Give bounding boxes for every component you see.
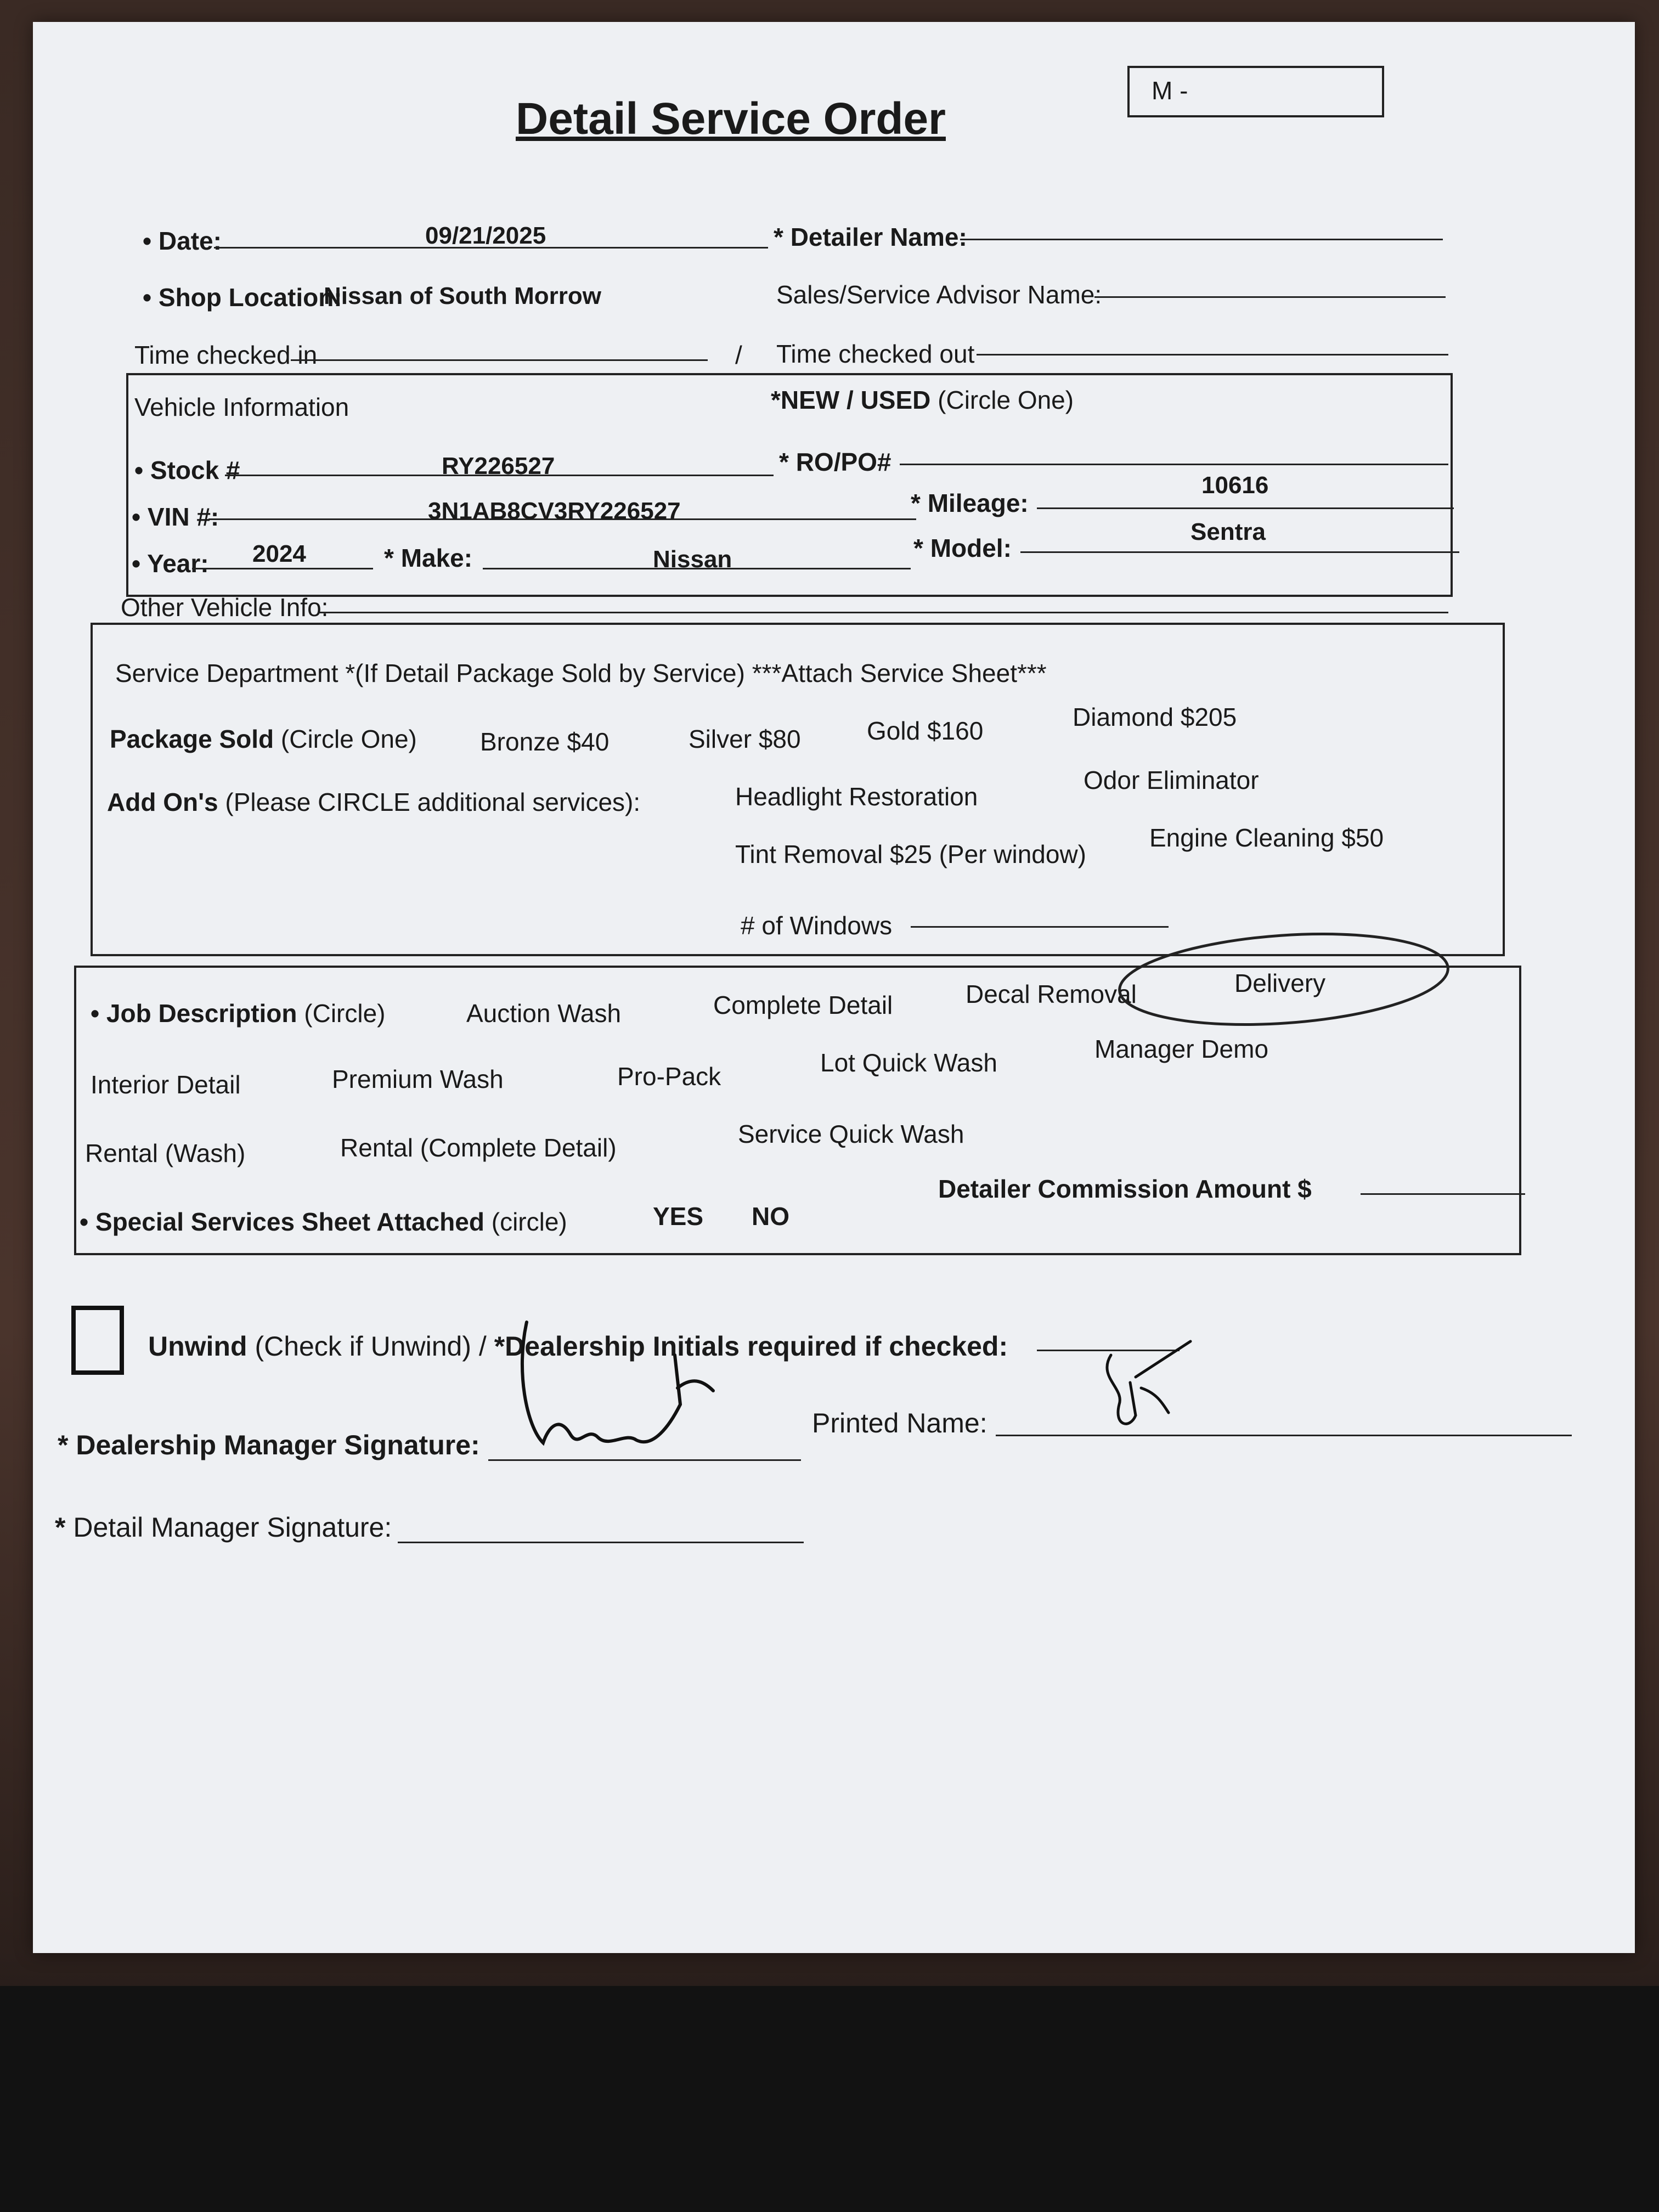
vin-label: • VIN #: bbox=[132, 503, 219, 531]
windows-label: # of Windows bbox=[741, 911, 893, 940]
date-label: • Date: bbox=[143, 227, 222, 255]
model-label: * Model: bbox=[913, 534, 1012, 562]
add-on-option[interactable]: Odor Eliminator bbox=[1084, 766, 1259, 794]
package-option[interactable]: Gold $160 bbox=[867, 716, 984, 745]
job-option[interactable]: Lot Quick Wash bbox=[820, 1048, 997, 1077]
stock-value: RY226527 bbox=[442, 453, 555, 479]
new-used-label: *NEW / USED (Circle One) bbox=[771, 386, 1074, 414]
add-on-option[interactable]: Engine Cleaning $50 bbox=[1149, 823, 1384, 852]
job-option[interactable]: Pro-Pack bbox=[617, 1062, 721, 1091]
other-info-label: Other Vehicle Info: bbox=[121, 593, 329, 622]
mileage-value: 10616 bbox=[1201, 472, 1269, 499]
year-value: 2024 bbox=[252, 540, 306, 567]
special-yes-option[interactable]: YES bbox=[653, 1202, 704, 1231]
job-option[interactable]: Rental (Wash) bbox=[85, 1139, 246, 1167]
job-option[interactable]: Auction Wash bbox=[466, 999, 622, 1028]
package-option[interactable]: Diamond $205 bbox=[1073, 703, 1237, 731]
unwind-label: Unwind (Check if Unwind) / *Dealership Initials required if checked: bbox=[148, 1331, 1008, 1362]
job-option[interactable]: Decal Removal bbox=[966, 980, 1137, 1008]
vin-value: 3N1AB8CV3RY226527 bbox=[428, 498, 681, 524]
year-label: • Year: bbox=[132, 549, 209, 578]
add-ons-label: Add On's (Please CIRCLE additional services): bbox=[107, 788, 641, 816]
floor-background bbox=[0, 1986, 1659, 2212]
shop-location-label: • Shop Location: bbox=[143, 283, 342, 312]
printed-name-label: Printed Name: bbox=[812, 1408, 988, 1438]
manager-signature-scribble bbox=[522, 1322, 713, 1443]
job-option[interactable]: Premium Wash bbox=[332, 1065, 504, 1093]
job-description-label: • Job Description (Circle) bbox=[91, 999, 386, 1028]
package-option[interactable]: Silver $80 bbox=[689, 725, 801, 753]
job-option[interactable]: Service Quick Wash bbox=[738, 1120, 964, 1148]
advisor-name-label: Sales/Service Advisor Name: bbox=[776, 280, 1102, 309]
service-dept-label: Service Department *(If Detail Package Sold by Service) ***Attach Service Sheet*** bbox=[115, 659, 1047, 687]
job-option[interactable]: Rental (Complete Detail) bbox=[340, 1133, 617, 1162]
date-value: 09/21/2025 bbox=[425, 222, 546, 249]
commission-label: Detailer Commission Amount $ bbox=[938, 1175, 1312, 1203]
service-order-form bbox=[33, 22, 1635, 1953]
add-on-option[interactable]: Tint Removal $25 (Per window) bbox=[735, 840, 1086, 868]
time-slash: / bbox=[735, 341, 742, 369]
job-option-delivery[interactable]: Delivery bbox=[1234, 969, 1326, 997]
handwriting-overlay bbox=[33, 22, 1635, 1953]
form-title: Detail Service Order bbox=[516, 94, 946, 144]
mileage-label: * Mileage: bbox=[911, 489, 1029, 517]
shop-location-value: Nissan of South Morrow bbox=[324, 283, 601, 309]
ropo-label: * RO/PO# bbox=[779, 448, 891, 476]
delivery-circle-mark bbox=[1116, 924, 1451, 1034]
add-on-option[interactable]: Headlight Restoration bbox=[735, 782, 978, 811]
model-value: Sentra bbox=[1190, 518, 1266, 545]
stock-label: • Stock # bbox=[134, 456, 240, 484]
detailer-name-label: * Detailer Name: bbox=[774, 223, 967, 251]
time-in-label: Time checked in bbox=[134, 341, 318, 369]
job-option[interactable]: Manager Demo bbox=[1094, 1035, 1269, 1063]
package-option[interactable]: Bronze $40 bbox=[480, 727, 610, 756]
make-label: * Make: bbox=[384, 544, 473, 572]
job-option[interactable]: Complete Detail bbox=[713, 991, 893, 1019]
package-sold-label: Package Sold (Circle One) bbox=[110, 725, 417, 753]
manager-signature-label: * Dealership Manager Signature: bbox=[58, 1430, 480, 1460]
time-out-label: Time checked out bbox=[776, 340, 975, 368]
job-option[interactable]: Interior Detail bbox=[91, 1070, 241, 1099]
vehicle-info-label: Vehicle Information bbox=[134, 393, 349, 421]
detail-signature-label: * Detail Manager Signature: bbox=[55, 1512, 392, 1543]
make-value: Nissan bbox=[653, 546, 732, 573]
order-prefix: M - bbox=[1152, 76, 1188, 105]
printed-name-initials-scribble bbox=[1107, 1341, 1190, 1424]
special-services-label: • Special Services Sheet Attached (circle) bbox=[80, 1207, 567, 1236]
special-no-option[interactable]: NO bbox=[752, 1202, 789, 1231]
